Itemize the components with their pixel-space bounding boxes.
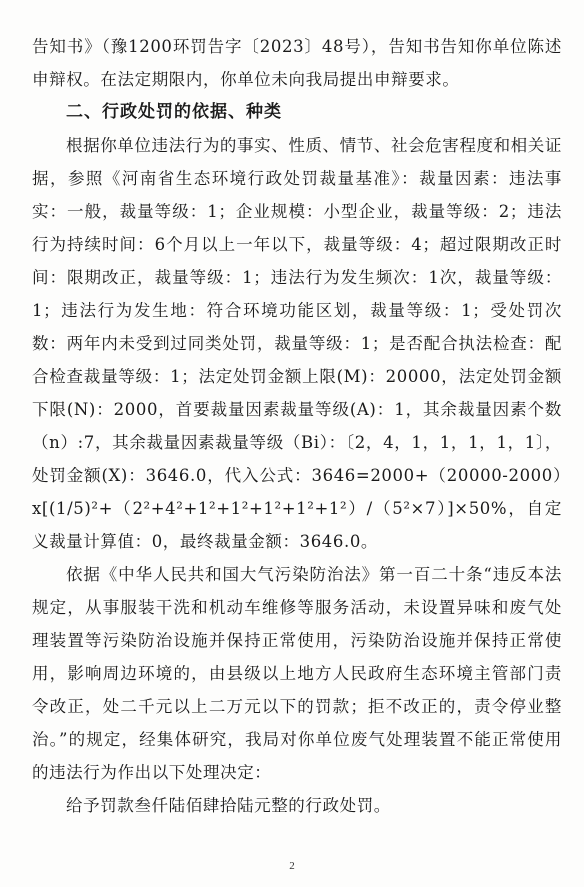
paragraph-legal-basis: 依据《中华人民共和国大气污染防治法》第一百二十条“违反本法规定，从事服装干洗和机动车维修等服务活动，未设置异味和废气处理装置等污染防治设施并保持正常使用，污染防治设施并保持正常使用，影响周边环境的，由县级以上地方人民政府生态环境主管部门责令改正，处二千元以上二万元以下的罚款；拒不改正的，责令停业整治。”的规定，经集体研究，我局对你单位废气处理装置不能正常使用的违法行为作出以下处理决定：	[32, 565, 562, 782]
section-heading-basis-and-type: 二、行政处罚的依据、种类	[66, 102, 282, 122]
paragraph-notice-continuation: 告知书》（豫1200环罚告字〔2023〕48号），告知书告知你单位陈述申辩权。在法定期限内，你单位未向我局提出申辩要求。	[32, 37, 562, 89]
document-body	[32, 30, 562, 822]
paragraph-penalty-decision: 给予罚款叁仟陆佰肆拾陆元整的行政处罚。	[66, 796, 391, 815]
paragraph-discretion-factors: 根据你单位违法行为的事实、性质、情节、社会危害程度和相关证据，参照《河南省生态环境行政处罚裁量基准》：裁量因素：违法事实：一般，裁量等级：1；企业规模：小型企业，裁量等级：2；违法行为持续时间：6个月以上一年以下，裁量等级：4；超过限期改正时间：限期改正，裁量等级：1；违法行为发生频次：1次，裁量等级：1；违法行为发生地：符合环境功能区划，裁量等级：1；受处罚次数：两年内未受到过同类处罚，裁量等级：1；是否配合执法检查：配合检查裁量等级：1；法定处罚金额上限(M)：20000，法定处罚金额下限(N)：2000，首要裁量因素裁量等级(A)：1，其余裁量因素个数（n）:7，其余裁量因素裁量等级（Bi）：〔2，4，1，1，1，1，1〕，处罚金额(X)：3646.0，代入公式：3646=2000+（20000-2000）x[(1/5)²+（2²+4²+1²+1²+1²+1²+1²）/（5²×7）]×50%，自定义裁量计算值：0，最终裁量金额：3646.0。	[32, 136, 562, 551]
page-number: 2	[289, 860, 295, 872]
